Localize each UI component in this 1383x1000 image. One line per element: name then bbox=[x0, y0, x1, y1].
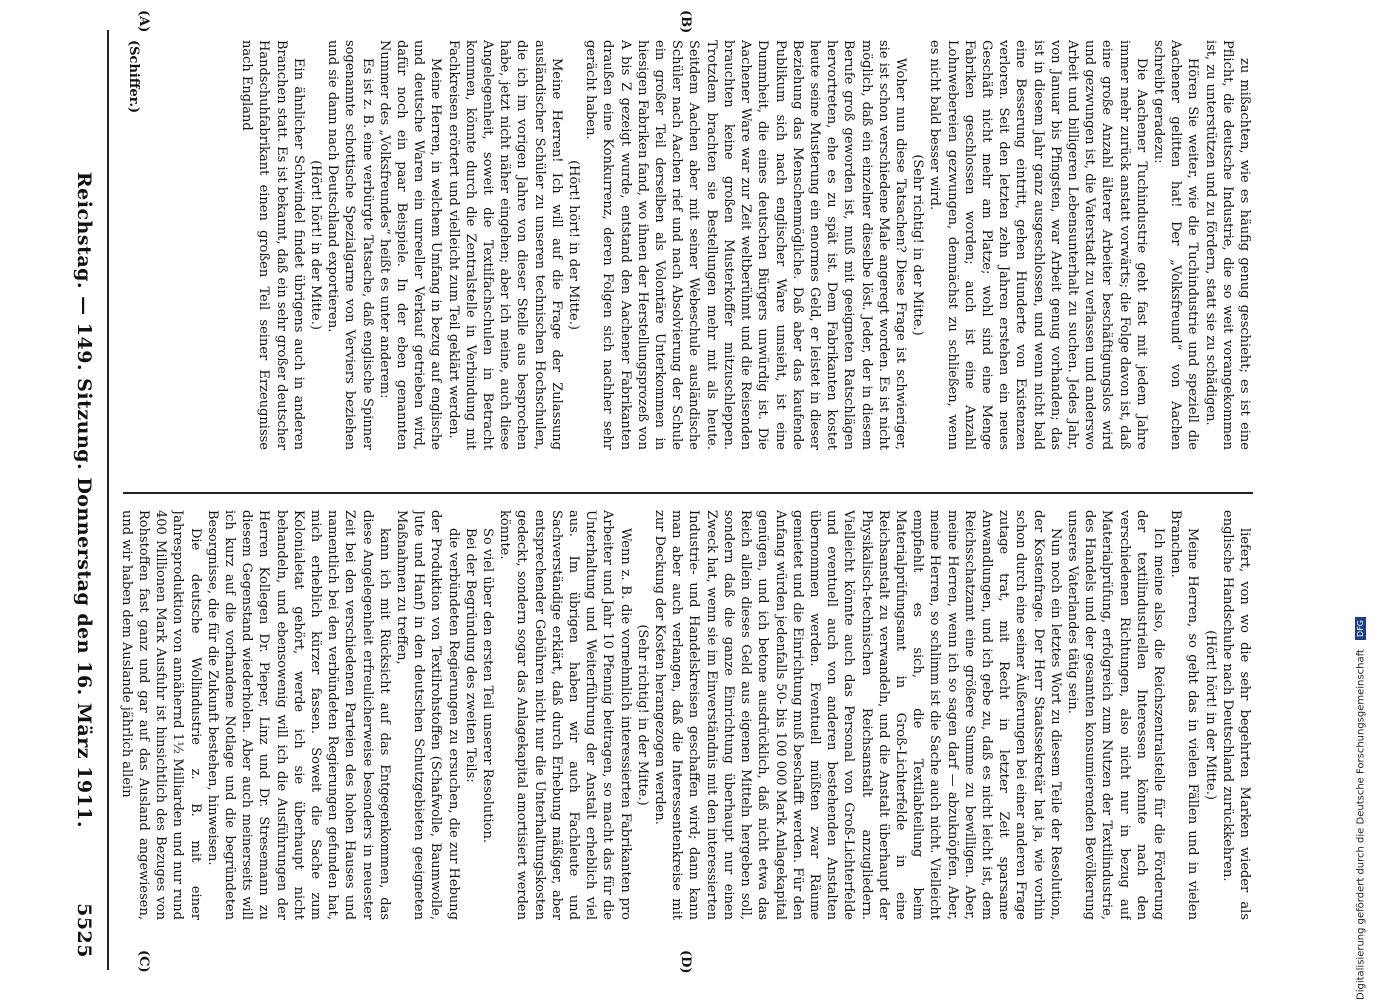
footer-text: Digitalisierung gefördert durch die Deutsche Forschungsgemeinschaft bbox=[1355, 649, 1367, 1000]
header-title: Reichstag. — 149. Sitzung. Donnerstag den 16. März 1911. bbox=[73, 171, 95, 829]
margin-mark-b: (B) bbox=[678, 10, 693, 34]
running-header bbox=[67, 30, 97, 970]
dfg-logo: DFG bbox=[1355, 617, 1366, 640]
paragraph: liefert, von wo die sehr begehrten Marken wieder als englische Handschuhe nach Deutschland zurückkehren. bbox=[1219, 510, 1252, 920]
paragraph: Bei der Begründung des zweiten Teils: bbox=[462, 528, 478, 783]
margin-mark-d: (D) bbox=[678, 950, 693, 974]
paragraph: Ich meine also, die Reichszentralstelle für die Förderung der textilindustriellen Interessen könnte nach den verschiedenen Richtungen, also nicht nur in bezug auf Materialprüfung, erfolgreich zum Nutzen der Textilindustrie, des Handels und der gesamten konsumierenden Bevölkerung unseres Vaterlandes tätig sein. bbox=[1064, 510, 1166, 920]
left-text-column bbox=[113, 40, 1253, 450]
header-page-number: 5525 bbox=[73, 903, 95, 958]
margin-mark-c: (C) bbox=[136, 950, 151, 973]
paragraph: die verbündeten Regierungen zu ersuchen, die zur Hebung der Produktion von Textilrohstoffen (Schafwolle, Baumwolle, Jute und Hanf) in den deutschen Schutzgebieten geeigneten Maßnahmen zu treffen, bbox=[394, 510, 461, 920]
paragraph: Es ist z. B. eine verbürgte Tatsache, daß englische Spinner sogenannte schottische Spezialgarne von Verviers beziehen und sie dann nach Deutschland exportieren. bbox=[325, 40, 375, 450]
paragraph: Die Aachener Tuchindustrie geht fast mit jedem Jahre immer mehr zurück anstatt vorwärts; die Folge davon ist, daß eine große Anzahl älterer Arbeiter beschäftigungslos wird und gezwungen ist, die Vaterstadt zu verlassen und anderswo Arbeit und billigeren Lebensunterhalt zu suchen. Jedes Jahr, von Januar bis Pfingsten, war Arbeit genug vorhanden; das ist in diesem Jahr ganz ausgeschlossen, und wenn nicht bald eine Besserung eintritt, gehen Hunderte von Existenzen verloren. Seit den letzten zehn Jahren erstehen ein neues Geschäft nicht mehr am Platze; wohl sind eine Menge Fabriken geschlossen worden; auch ist eine Anzahl Lohnwebereien gezwungen, demnächst zu schließen, wenn es nicht bald besser wird. bbox=[927, 40, 1149, 450]
paragraph: (Hört! hört! in der Mitte.) bbox=[308, 160, 324, 330]
paragraph: Die deutsche Wollindustrie z. B. mit einer Jahresproduktion von annähernd 1½ Milliarden und nur rund 400 Millionen Mark Ausfuhr ist hinsichtlich des Bezuges von Rohstoffen fast ganz und gar auf das Ausland angewiesen, und wir haben dem Auslande jährlich allein bbox=[118, 510, 203, 920]
paragraph: Meine Herren! Ich will auf die Frage der Zulassung ausländischer Schüler zu unseren technischen Hochschulen, die ich im vorigen Jahre von dieser Stelle aus besprochen habe, jetzt nicht näher eingehen; aber ich meine, auch diese Angelegenheit, soweit die Textilfachschulen in Betracht kommen, könnte durch die Zentralstelle in Verbindung mit Fachkreisen erörtert und vielleicht zum Teil geklärt werden. bbox=[445, 40, 564, 450]
paragraph: Meine Herren, so geht das in vielen Fällen und in vielen Branchen. bbox=[1168, 510, 1201, 920]
header-rule bbox=[107, 30, 109, 970]
paragraph: Ein ähnlicher Schwindel findet übrigens auch in anderen Branchen statt. Es ist bekannt, daß ein sehr großer deutscher Handschuhfabrikant einen großen Teil seiner Erzeugnisse nach England bbox=[239, 40, 306, 450]
paragraph: Meine Herren, in welchem Umfang in bezug auf englische und deutsche Waren ein unreeller Verkauf getrieben wird, dafür noch ein paar Beispiele. In der eben genannten Nummer des „Volksfreundes“ heißt es unter anderem: bbox=[376, 40, 444, 450]
speaker-label: (Schiffer.) bbox=[126, 40, 141, 114]
paragraph: So viel über den ersten Teil unserer Resolution. bbox=[480, 528, 496, 843]
paragraph: Nun noch ein letztes Wort zu diesem Teile der Resolution, der Kostenfrage. Der Herr Staatssekretär hat ja, wie vorhin schon durch eine seiner Äußerungen bei einer anderen Frage zutage trat, mit Recht in letzter Zeit sparsame Anwandlungen, und ich gebe zu, daß es nicht leicht ist, dem Reichsschatzamt eine größere Summe zu bewilligen. Aber, meine Herren, wenn ich so sagen darf — abzuknöpfen. Aber, meine Herren, so schlimm ist die Sache auch nicht. Vielleicht empfiehlt es sich, die Textilabteilung beim Materialprüfungsamt in Groß-Lichterfelde in eine Reichsanstalt zu verwandeln, und die Anstalt überhaupt der Physikalisch-technischen Reichsanstalt anzugliedern. Vielleicht könnte auch das Personal von Groß-Lichterfelde und eventuell auch von anderen bestehenden Anstalten übernommen werden. Eventuell müßten zwar Räume gemietet und die Einrichtung muß beschafft werden. Für den Anfang würden jedenfalls 50- bis 100 000 Mark Anlagekapital genügen, und ich betone ausdrücklich, daß nicht etwa das Reich allein dieses Geld aus eigenen Mitteln hergeben soll, sondern daß die ganze Einrichtung überhaupt nur einen Zweck hat, wenn sie im Einverständnis mit den interessierten Industrie- und Handelskreisen geschaffen wird; dann kann man aber auch verlangen, daß die Interessentenkreise mit zur Deckung der Kosten herangezogen werden. bbox=[652, 510, 1063, 920]
margin-mark-a: (A) bbox=[136, 10, 151, 33]
column-divider bbox=[123, 492, 1253, 494]
paragraph: Hören Sie weiter, wie die Tuchindustrie und speziell die Aachener gelitten hat! Der „Volksfreund“ von Aachen schreibt geradezu: bbox=[1150, 40, 1201, 450]
digitization-footer bbox=[1355, 0, 1379, 1000]
right-text-column bbox=[113, 510, 1253, 920]
paragraph: (Sehr richtig! in der Mitte.) bbox=[634, 624, 650, 806]
paragraph: (Sehr richtig! in der Mitte.) bbox=[910, 154, 926, 336]
paragraph: Woher nun diese Tatsachen? Diese Frage ist schwieriger, sie ist schon verschiedene Male angeregt worden. Es ist nicht möglich, daß ein einzelner dieselbe löst. Jeder, der in diesem Berufe groß geworden ist, muß mit geeigneten Ratschlägen hervortreten, ehe es zu spät ist. Dem Fabrikanten kostet heute seine Musterung ein enormes Geld, er leistet in dieser Beziehung das Menschenmögliche. Daß aber das kaufende Publikum sich nach englischer Ware umsieht, ist eine Dummheit, die eines deutschen Bürgers unwürdig ist. Die Aachener Ware war zur Zeit weltberühmt und die Reisenden brauchten keine großen Musterkoffer mitzuschleppen. Trotzdem brachten sie Bestellungen mehr mit als heute. Seitdem Aachen aber mit seiner Webeschule ausländische Schüler nach Aachen rief und nach Absolvierung der Schule ein großer Teil derselben als Volontäre Unterkommen in hiesigen Fabriken fand, wo ihnen der Herstellungsprozeß von A bis Z gezeigt wurde, entstand den Aachener Fabrikanten draußen eine Konkurrenz, deren Folgen sich nachher sehr gerächt haben. bbox=[583, 40, 908, 450]
paragraph: zu mißachten, wie es häufig genug geschieht; es ist eine Pflicht, die deutsche Industrie, die so weit vorangekommen ist, zu unterstützen und zu fördern, statt sie zu schädigen. bbox=[1202, 40, 1252, 450]
paragraph: Wenn z. B. die vornehmlich interessierten Fabrikanten pro Arbeiter und Jahr 10 Pfennig beitragen, so macht das für die Unterhaltung und Weiterführung der Anstalt erheblich viel aus. Im übrigen haben wir auch Fachleute und Sachverständige erklärt, daß durch Erhebung mäßiger, aber entsprechender Gebühren nicht nur die Unterhaltungskosten gedeckt, sondern sogar das Anlagekapital amortisiert werden könnte. bbox=[497, 510, 633, 920]
paragraph: kann ich mit Rücksicht auf das Entgegenkommen, das diese Angelegenheit erfreulicherweise besonders in neuester Zeit bei den verschiedenen Parteien des hohen Hauses und namentlich bei den verbündeten Regierungen gefunden hat, mich erheblich kürzer fassen. Soweit die Sache zum Kolonialetat gehört, werde ich sie überhaupt nicht behandeln, und ebensowenig will ich die Ausführungen der Herren Kollegen Dr. Pieper, Linz und Dr. Stresemann zu diesem Gegenstand wiederholen. Aber auch meinerseits will ich kurz auf die vorhandene Notlage und die begründeten Besorgnisse, die für die Zukunft bestehen, hinweisen. bbox=[204, 510, 392, 920]
paragraph: (Hört! hört! in der Mitte.) bbox=[1202, 630, 1218, 800]
paragraph: (Hört! hört! in der Mitte.) bbox=[566, 160, 582, 330]
